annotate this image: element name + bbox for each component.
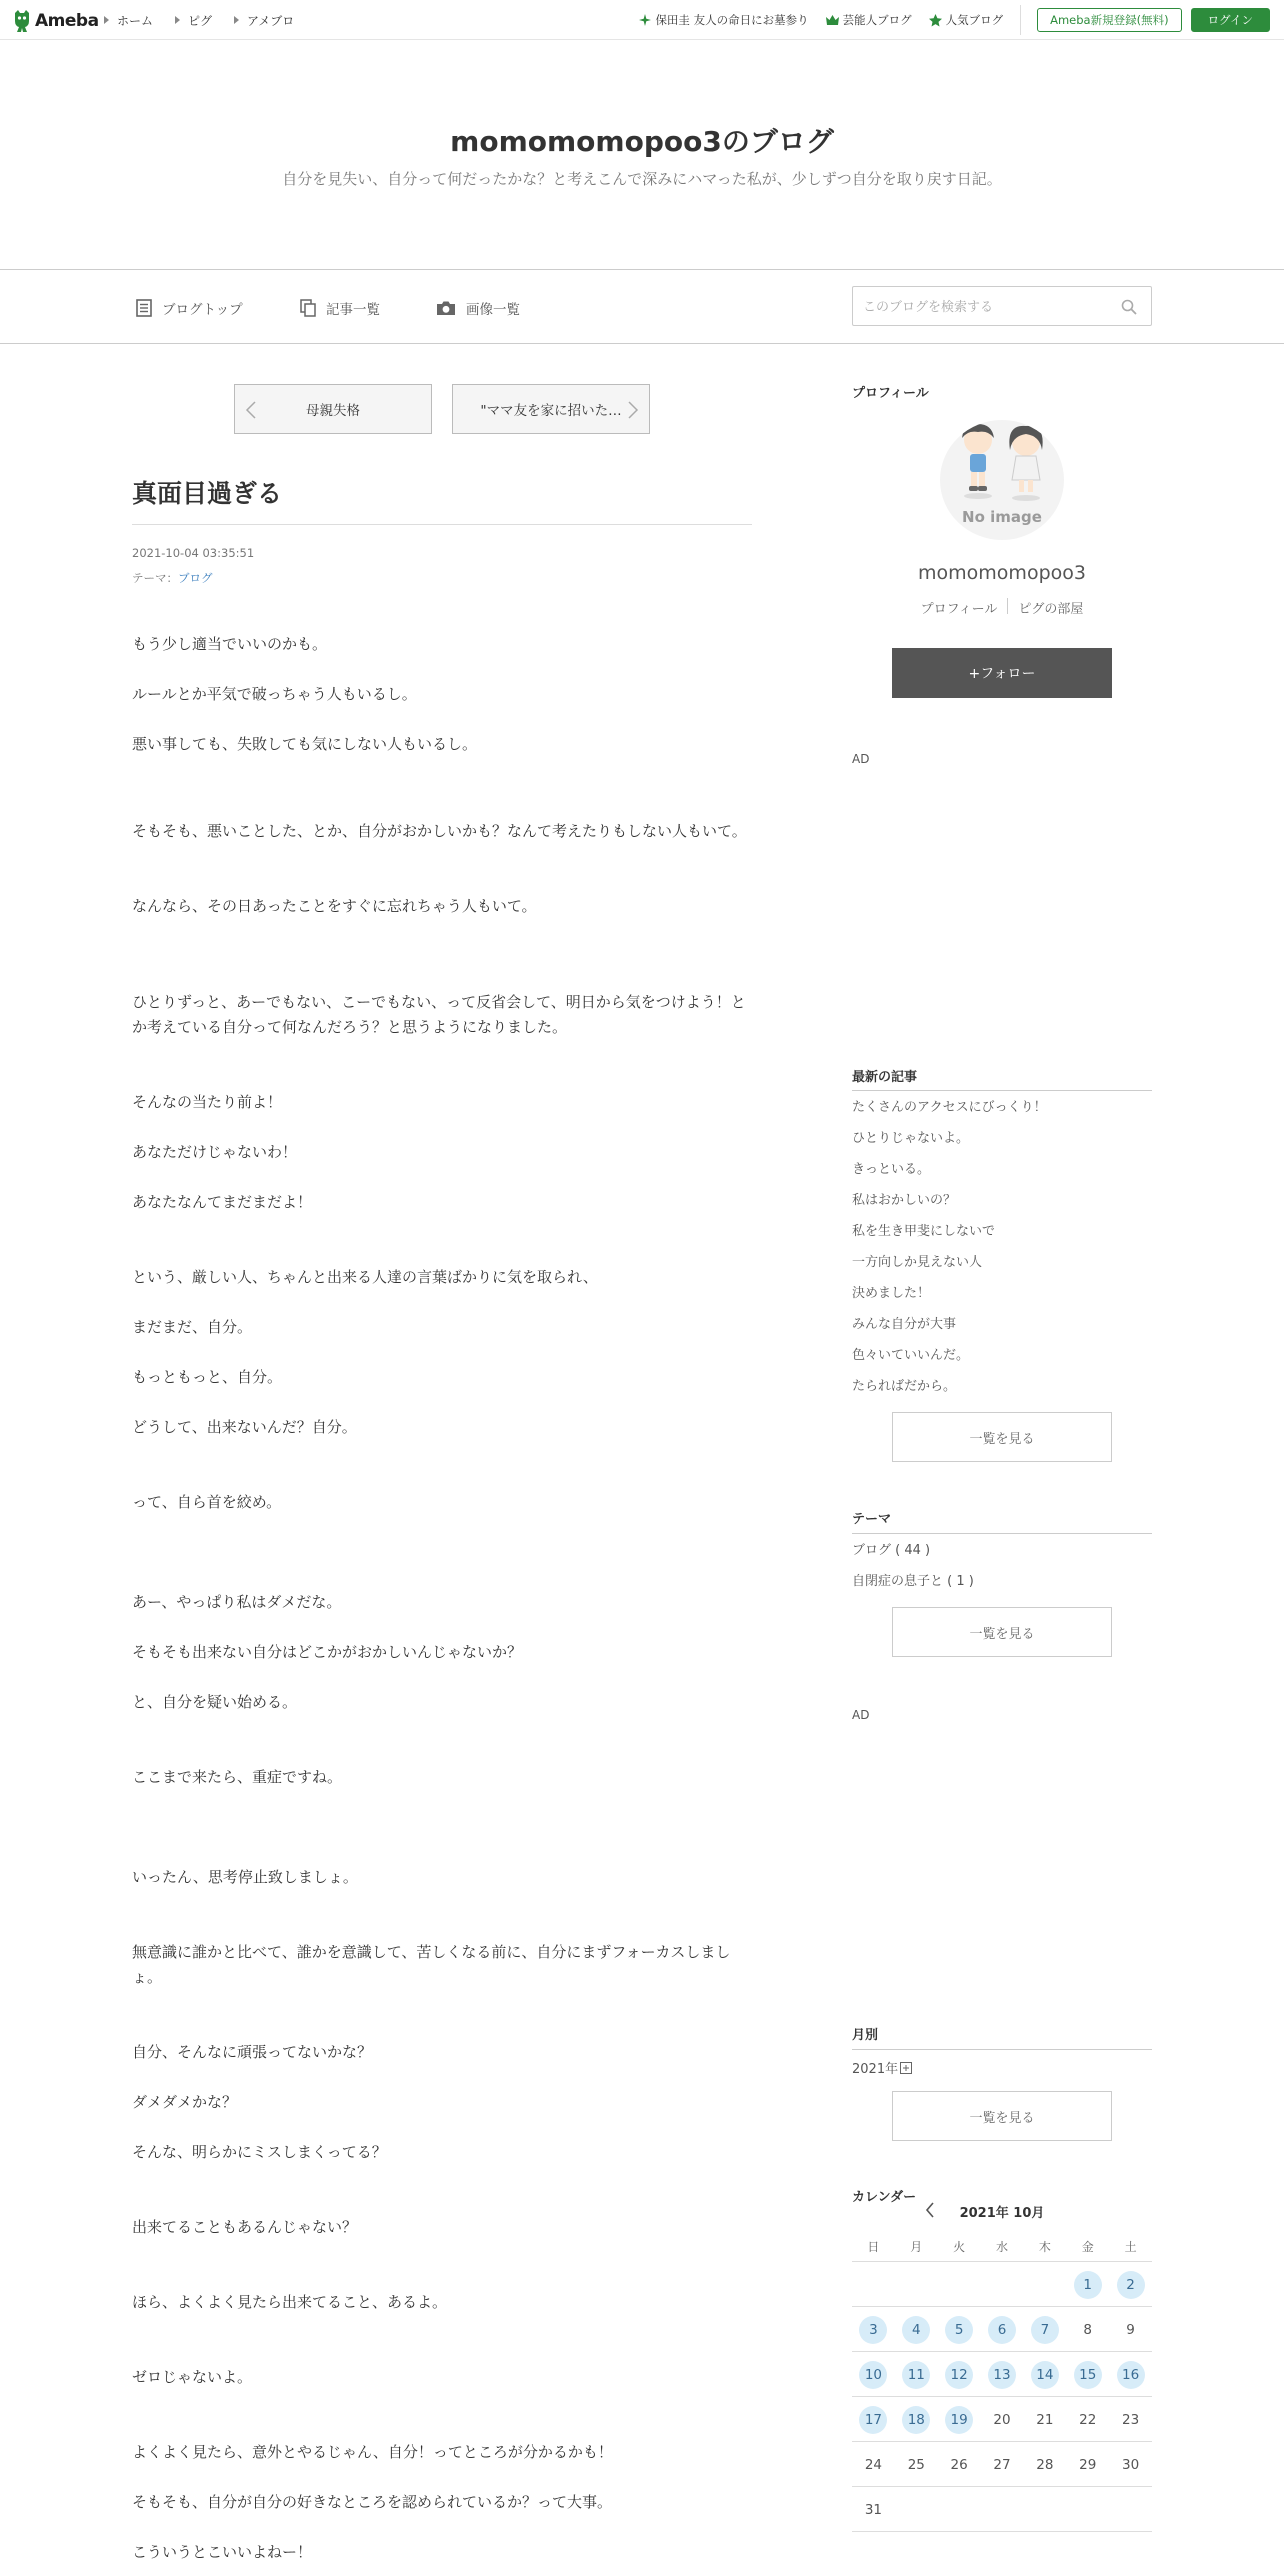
- entry-paragraph: ほら、よくよく見たら出来てること、あるよ。: [132, 2293, 448, 2311]
- entry-paragraph: ひとりずっと、あーでもない、こーでもない、って反省会して、明日から気をつけよう！とか考えている自分って何なんだろう？と思うようになりました。: [132, 993, 746, 1036]
- nav-pig[interactable]: [175, 12, 212, 29]
- calendar-week: [852, 2307, 1152, 2352]
- entry-paragraph: 無意識に誰かと比べて、誰かを意識して、苦しくなる前に、自分にまずフォーカスしましょ。: [132, 1943, 731, 1986]
- theme-divider: [852, 1533, 1152, 1534]
- image-list-link[interactable]: [436, 298, 520, 318]
- celebrity-blog-label: 芸能人ブログ: [842, 13, 912, 27]
- star-icon: [929, 14, 942, 27]
- sparkle-icon: [639, 14, 651, 26]
- entry-date: 2021-10-04 03:35:51: [132, 546, 255, 560]
- calendar-week: [852, 2487, 1152, 2532]
- ameba-logo[interactable]: [12, 8, 99, 34]
- profile-link[interactable]: プロフィール: [920, 602, 998, 617]
- search-icon[interactable]: [1121, 299, 1137, 315]
- calendar-day-number[interactable]: 13: [988, 2361, 1016, 2389]
- ad-label: AD: [852, 1708, 870, 1722]
- year-toggle[interactable]: [852, 2058, 912, 2077]
- calendar-week: [852, 2262, 1152, 2307]
- entry-paragraph: そもそも出来ない自分はどこかがおかしいんじゃないか？: [132, 1643, 523, 1661]
- image-list-label: 画像一覧: [466, 302, 520, 318]
- calendar-day: 29: [1079, 2456, 1097, 2473]
- popular-blog-link[interactable]: [929, 12, 1004, 28]
- nav-pig-label: ピグ: [188, 13, 213, 28]
- crown-icon: [826, 15, 839, 26]
- calendar-weekday: 水: [996, 2240, 1009, 2254]
- entry-paragraph: まだまだ、自分。: [132, 1318, 253, 1336]
- latest-more-button[interactable]: 一覧を見る: [892, 1412, 1112, 1462]
- calendar-day: 9: [1126, 2321, 1135, 2338]
- calendar-weekday: 火: [953, 2240, 966, 2254]
- entry-paragraph: ダメダメかな？: [132, 2093, 238, 2111]
- calendar-header: [852, 2200, 1152, 2224]
- search-input[interactable]: [863, 297, 1113, 317]
- calendar-day-number[interactable]: 7: [1031, 2316, 1059, 2344]
- entry-paragraph: と、自分を疑い始める。: [132, 1693, 298, 1711]
- trending-topic-label: 保田圭 友人の命日にお墓参り: [655, 13, 809, 27]
- calendar-day-number[interactable]: 16: [1117, 2361, 1145, 2389]
- calendar-day[interactable]: [981, 2307, 1024, 2352]
- calendar-day[interactable]: [938, 2352, 981, 2397]
- monthly-heading: 月別: [852, 2028, 879, 2043]
- calendar-weekdays: [852, 2232, 1152, 2262]
- next-entry-button[interactable]: [452, 384, 650, 434]
- calendar-day: 23: [1121, 2411, 1140, 2428]
- calendar-day[interactable]: [895, 2307, 938, 2352]
- nav-ameblo-label: アメブロ: [247, 13, 295, 28]
- global-header: [0, 0, 1284, 40]
- calendar-day[interactable]: [981, 2352, 1024, 2397]
- calendar-day[interactable]: [1109, 2262, 1152, 2307]
- entry-list-label: 記事一覧: [326, 302, 380, 318]
- chevron-left-icon: [245, 401, 257, 419]
- latest-entry-link[interactable]: みんな自分が大事: [852, 1317, 957, 1332]
- blog-header: [0, 40, 1284, 270]
- calendar-weekday: 金: [1081, 2240, 1094, 2254]
- header-actions: [639, 0, 1270, 40]
- calendar-day[interactable]: [852, 2307, 895, 2352]
- calendar-day-number[interactable]: 6: [988, 2316, 1016, 2344]
- calendar-week: [852, 2442, 1152, 2487]
- theme-list: [852, 1541, 1152, 1603]
- calendar-day-number[interactable]: 15: [1074, 2361, 1102, 2389]
- entry-paragraph: そんなの当たり前よ！: [132, 1093, 283, 1111]
- entry-paragraph: そもそも、自分が自分の好きなところを認められているか？って大事。: [132, 2493, 613, 2511]
- copy-icon: [300, 299, 316, 317]
- calendar-day[interactable]: [1066, 2262, 1109, 2307]
- entry-paragraph: よくよく見たら、意外とやるじゃん、自分！ってところが分かるかも！: [132, 2443, 613, 2461]
- caret-right-icon: [104, 16, 109, 24]
- theme-heading: テーマ: [852, 1512, 892, 1527]
- calendar-day: [1023, 2487, 1066, 2532]
- calendar-day: 25: [907, 2456, 925, 2473]
- monthly-divider: [852, 2049, 1152, 2050]
- calendar-day-number[interactable]: 10: [859, 2361, 887, 2389]
- profile-name[interactable]: momomomopoo3: [918, 562, 1086, 584]
- blog-search[interactable]: [852, 286, 1152, 326]
- calendar-day-number[interactable]: 4: [902, 2316, 930, 2344]
- camera-icon: [436, 300, 456, 316]
- latest-entry-link[interactable]: 私を生き甲斐にしないで: [852, 1224, 996, 1239]
- latest-list: [852, 1098, 1152, 1408]
- calendar-day[interactable]: [1023, 2352, 1066, 2397]
- profile-heading: プロフィール: [852, 386, 929, 401]
- nav-ameblo[interactable]: [234, 12, 294, 29]
- celebrity-blog-link[interactable]: [826, 12, 912, 28]
- nav-home-label: ホーム: [117, 13, 154, 28]
- calendar-day[interactable]: [852, 2397, 895, 2442]
- entry-paragraph: ゼロじゃないよ。: [132, 2368, 253, 2386]
- calendar-day[interactable]: [1023, 2307, 1066, 2352]
- latest-entry-link[interactable]: 色々いていいんだ。: [852, 1348, 970, 1363]
- calendar-weekday: 土: [1124, 2240, 1137, 2254]
- title-divider: [132, 524, 752, 525]
- prev-entry-button[interactable]: [234, 384, 432, 434]
- calendar-day: 31: [864, 2501, 883, 2518]
- theme-link[interactable]: 自閉症の息子と ( 1 ): [852, 1574, 974, 1589]
- calendar-day[interactable]: [1109, 2352, 1152, 2397]
- entry-paragraph: 自分、そんなに頑張ってないかな？: [132, 2043, 373, 2061]
- entry-paragraph: 出来てることもあるんじゃない？: [132, 2218, 358, 2236]
- entry-paragraph: どうして、出来ないんだ？自分。: [132, 1418, 357, 1436]
- entry-theme-prefix: テーマ：: [132, 571, 178, 585]
- calendar-day: [852, 2262, 895, 2307]
- pig-room-link[interactable]: ピグの部屋: [1018, 602, 1084, 617]
- login-button[interactable]: ログイン: [1191, 8, 1270, 32]
- entry-paragraph: ルールとか平気で破っちゃう人もいるし。: [132, 685, 417, 703]
- calendar-day: [1066, 2487, 1109, 2532]
- blog-top-link[interactable]: [136, 298, 243, 318]
- caret-right-icon: [175, 16, 180, 24]
- blog-title[interactable]: momomomopoo3のブログ: [450, 125, 834, 158]
- expand-plus-icon[interactable]: [900, 2062, 912, 2074]
- calendar-weekday: 月: [910, 2240, 923, 2254]
- ameba-mascot-icon: [12, 9, 32, 33]
- no-image-text: No image: [962, 508, 1042, 526]
- latest-entry-link[interactable]: たくさんのアクセスにびっくり！: [852, 1100, 1047, 1115]
- entry-paragraph: 悪い事しても、失敗しても気にしない人もいるし。: [132, 735, 478, 753]
- entry-paragraph: こういうとこいいよねー！: [132, 2543, 313, 2561]
- calendar-day[interactable]: [852, 2352, 895, 2397]
- entry-paragraph: あなただけじゃないわ！: [132, 1143, 298, 1161]
- ad-label: AD: [852, 752, 870, 766]
- calendar-day: [1109, 2487, 1152, 2532]
- logo-text: Ameba: [35, 11, 99, 31]
- latest-entry-link[interactable]: きっといる。: [852, 1162, 931, 1177]
- calendar-day-number[interactable]: 19: [945, 2406, 973, 2434]
- next-entry-label: "ママ友を家に招いた…: [480, 403, 622, 419]
- entry-paragraph: って、自ら首を絞め。: [132, 1493, 282, 1511]
- blog-nav: [0, 271, 1284, 344]
- calendar-month: 2021年 10月: [959, 2206, 1045, 2221]
- theme-more-button[interactable]: 一覧を見る: [892, 1607, 1112, 1657]
- calendar-day: [1023, 2262, 1066, 2307]
- popular-blog-label: 人気ブログ: [945, 13, 1004, 27]
- calendar-day: 28: [1036, 2456, 1054, 2473]
- calendar-day: 24: [864, 2456, 883, 2473]
- calendar-day: [938, 2487, 981, 2532]
- calendar-day-number[interactable]: 3: [859, 2316, 887, 2344]
- latest-entry-link[interactable]: 一方向しか見えない人: [852, 1255, 983, 1270]
- latest-entry-link[interactable]: たらればだから。: [852, 1379, 957, 1394]
- calendar-day: [938, 2262, 981, 2307]
- latest-entry-link[interactable]: 私はおかしいの？: [852, 1193, 957, 1208]
- entry-paragraph: あなたなんてまだまだよ！: [132, 1193, 313, 1211]
- calendar-day: 20: [993, 2411, 1011, 2428]
- entry-theme-link[interactable]: ブログ: [178, 571, 213, 585]
- entry-title[interactable]: 真面目過ぎる: [132, 479, 283, 508]
- calendar-day: [895, 2487, 938, 2532]
- calendar-day: [981, 2262, 1024, 2307]
- entry-paragraph: そんな、明らかにミスしまくってる？: [132, 2143, 387, 2161]
- entry-paragraph: もう少し適当でいいのかも。: [132, 635, 328, 653]
- calendar-day: [895, 2262, 938, 2307]
- calendar-day-number[interactable]: 1: [1074, 2271, 1102, 2299]
- profile-avatar[interactable]: [940, 420, 1064, 540]
- register-button[interactable]: Ameba新規登録(無料): [1037, 8, 1181, 32]
- latest-entry-link[interactable]: 決めました！: [852, 1286, 931, 1301]
- chevron-right-icon: [627, 401, 639, 419]
- calendar-weekday: 日: [867, 2240, 880, 2254]
- latest-divider: [852, 1090, 1152, 1091]
- calendar-day: 30: [1121, 2456, 1140, 2473]
- entry-paragraph: もっともっと、自分。: [132, 1368, 283, 1386]
- calendar-weekday: 木: [1038, 2240, 1051, 2254]
- calendar-day-number[interactable]: 5: [945, 2316, 973, 2344]
- prev-entry-label: 母親失格: [306, 403, 360, 419]
- calendar-day: 22: [1079, 2411, 1097, 2428]
- monthly-more-button[interactable]: 一覧を見る: [892, 2091, 1112, 2141]
- calendar-day: 21: [1036, 2411, 1054, 2428]
- document-icon: [136, 299, 152, 317]
- calendar-day-number[interactable]: 17: [859, 2406, 887, 2434]
- calendar-day: 27: [993, 2456, 1011, 2473]
- calendar-day[interactable]: [938, 2397, 981, 2442]
- entry-paragraph: ここまで来たら、重症ですね。: [132, 1768, 343, 1786]
- entry-paragraph: いったん、思考停止致しましょ。: [132, 1868, 358, 1886]
- latest-entry-link[interactable]: ひとりじゃないよ。: [852, 1131, 970, 1146]
- calendar-day-number[interactable]: 12: [945, 2361, 973, 2389]
- calendar-day: 26: [950, 2456, 968, 2473]
- calendar-day-number[interactable]: 2: [1117, 2271, 1145, 2299]
- trending-topic-link[interactable]: [639, 12, 808, 28]
- entry-paragraph: あー、やっぱり私はダメだな。: [132, 1593, 342, 1611]
- calendar-day[interactable]: [895, 2352, 938, 2397]
- calendar-week: [852, 2397, 1152, 2442]
- entry-theme: [132, 570, 213, 586]
- nav-home[interactable]: [104, 12, 153, 29]
- calendar-day-number[interactable]: 14: [1031, 2361, 1059, 2389]
- calendar-day[interactable]: [895, 2397, 938, 2442]
- calendar-day-number[interactable]: 18: [902, 2406, 930, 2434]
- calendar-week: [852, 2352, 1152, 2397]
- blog-description: 自分を見失い、自分って何だったかな？と考えこんで深みにハマった私が、少しずつ自分を取り戻す日記。: [282, 170, 1002, 188]
- global-nav: [104, 0, 316, 40]
- header-divider: [1020, 5, 1021, 35]
- entry-list-link[interactable]: [300, 298, 380, 318]
- calendar-day-number[interactable]: 11: [902, 2361, 930, 2389]
- follow-button[interactable]: +フォロー: [892, 648, 1112, 698]
- entry-paragraph: なんなら、その日あったことをすぐに忘れちゃう人もいて。: [132, 897, 537, 915]
- calendar-day[interactable]: [938, 2307, 981, 2352]
- blog-top-label: ブログトップ: [162, 302, 243, 318]
- latest-heading: 最新の記事: [852, 1070, 918, 1085]
- theme-link[interactable]: ブログ ( 44 ): [852, 1543, 931, 1558]
- calendar-heading: カレンダー: [852, 2190, 917, 2205]
- profile-links: [852, 598, 1152, 617]
- year-label: 2021年: [852, 2062, 899, 2077]
- caret-right-icon: [234, 16, 239, 24]
- profile-links-divider: [1007, 598, 1008, 614]
- calendar-day: [981, 2487, 1024, 2532]
- entry-paragraph: そもそも、悪いことした、とか、自分がおかしいかも？なんて考えたりもしない人もいて。: [132, 822, 747, 840]
- calendar-day: 8: [1083, 2321, 1093, 2338]
- calendar-day[interactable]: [1066, 2352, 1109, 2397]
- entry-paragraph: という、厳しい人、ちゃんと出来る人達の言葉ばかりに気を取られ、: [132, 1268, 598, 1286]
